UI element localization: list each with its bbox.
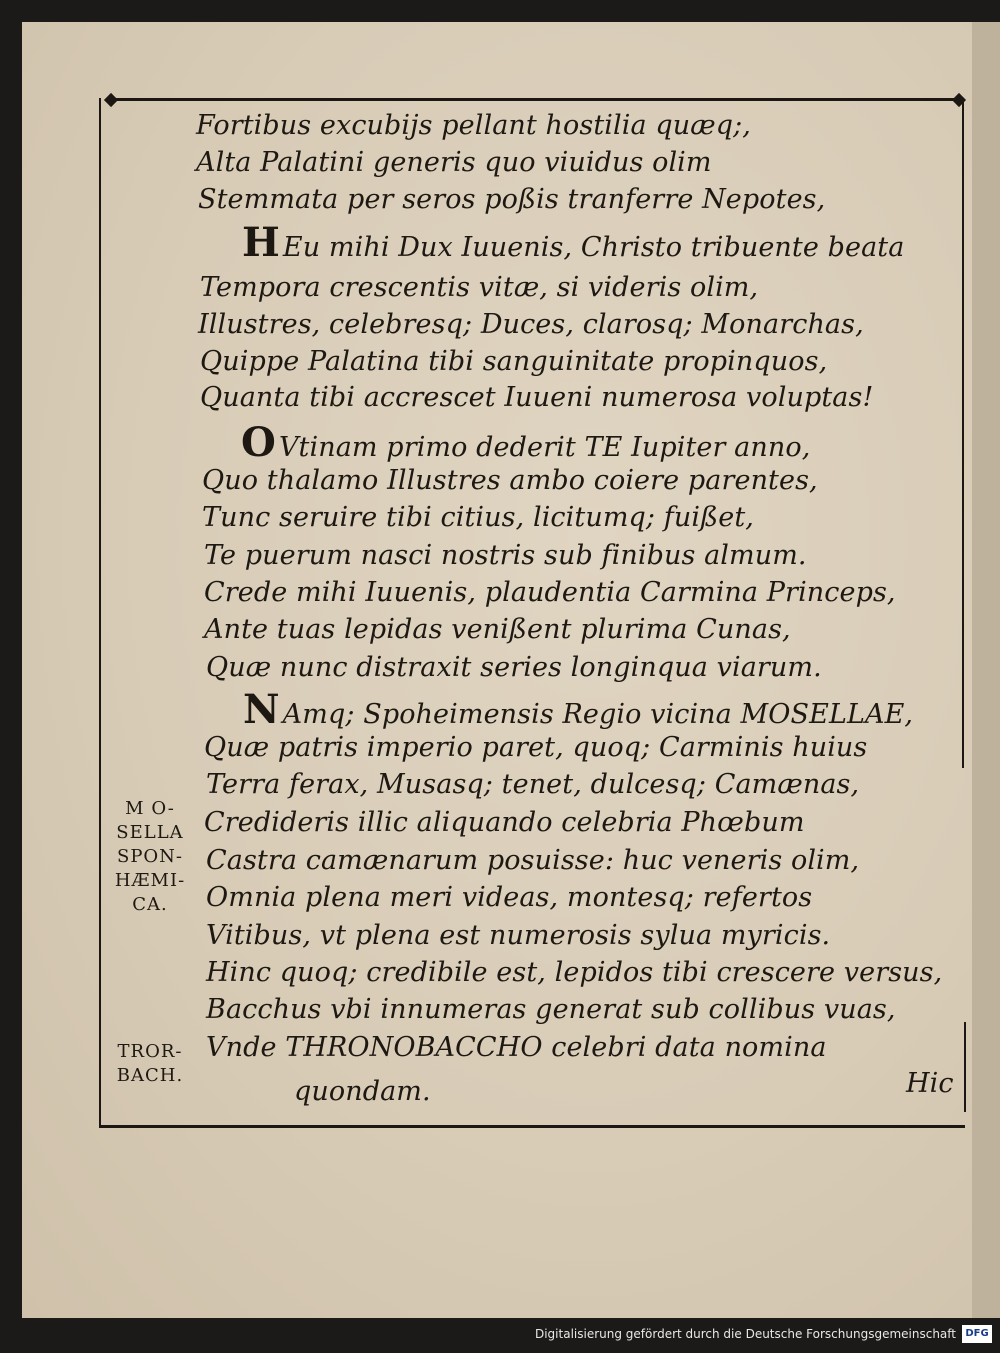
verse-line [241,419,1000,466]
verse-line [196,145,1000,181]
footer-bar [0,1318,1000,1353]
verse-text: Vnde THRONOBACCHO celebri data nomina [206,1032,827,1063]
verse-text: Quanta tibi accrescet Iuueni numerosa voluptas! [200,382,874,413]
verse-text: Quippe Palatina tibi sanguinitate propinquos, [200,346,828,377]
catchword: Hic [906,1068,954,1099]
margin-note-trorbach [100,1040,200,1088]
footer-credit: Digitalisierung gefördert durch die Deutsche Forschungsgemeinschaft [534,1327,956,1341]
verse-text: Fortibus excubijs pellant hostilia quæq;, [196,110,751,141]
verse-text: Alta Palatini generis quo viuidus olim [196,147,712,178]
verse-text: Amq; Spoheimensis Regio vicina MOSELLAE, [282,699,914,730]
verse-line [206,992,1000,1028]
verse-line [206,1030,1000,1066]
drop-initial: O [241,419,276,466]
verse-line [206,843,1000,879]
verse-line [204,538,1000,574]
margin-note-mosella [100,797,200,917]
top-rule [110,98,960,101]
verse-text: Credideris illic aliquando celebria Phœbum [204,807,805,838]
verse-text: Crede mihi Iuuenis, plaudentia Carmina Princeps, [204,577,896,608]
verse-line [206,955,1000,991]
margin-note-line: TROR- [117,1041,183,1062]
margin-note-line: HÆMI- [114,870,186,891]
verse-line [243,686,1000,733]
margin-note-line: CA. [132,894,168,915]
verse-line [200,270,1000,306]
verse-text: Vtinam primo dederit TE Iupiter anno, [278,432,811,463]
verse-text: Tempora crescentis vitæ, si videris olim, [200,272,759,303]
margin-note-line: SELLA [116,822,184,843]
continuation-line: quondam. [294,1076,431,1107]
verse-text: Castra camænarum posuisse: huc veneris olim, [206,845,860,876]
verse-line [198,307,1000,343]
verse-text: Te puerum nasci nostris sub finibus almum. [204,540,807,571]
verse-text: Stemmata per seros poßis tranferre Nepotes, [198,184,826,215]
verse-line [198,182,1000,218]
verse-line [206,880,1000,916]
drop-initial: N [243,686,280,733]
left-rule [99,98,101,1126]
margin-note-line: M O- [125,798,175,819]
verse-text: Vitibus, vt plena est numerosis sylua myricis. [206,920,831,951]
verse-line [196,108,1000,144]
verse-text: Tunc seruire tibi citius, licitumq; fuißet, [202,502,754,533]
verse-line [204,730,1000,766]
bottom-rule [99,1125,965,1128]
verse-line [202,463,1000,499]
margin-note-line: BACH. [116,1065,184,1086]
verse-line [204,805,1000,841]
verse-text: Quo thalamo Illustres ambo coiere parentes, [202,465,818,496]
margin-note-line: SPON- [116,846,184,867]
verse-text: Hinc quoq; credibile est, lepidos tibi crescere versus, [206,957,943,988]
verse-text: Quæ nunc distraxit series longinqua viarum. [206,652,822,683]
verse-text: Terra ferax, Musasq; tenet, dulcesq; Camænas, [206,769,860,800]
verse-line [206,650,1000,686]
verse-line [206,767,1000,803]
verse-line [206,918,1000,954]
verse-text: Omnia plena meri videas, montesq; refertos [206,882,813,913]
verse-text: Illustres, celebresq; Duces, clarosq; Monarchas, [198,309,864,340]
verse-line [204,612,1000,648]
verse-text: Bacchus vbi innumeras generat sub collibus vuas, [206,994,896,1025]
verse-line [204,575,1000,611]
verse-text: Ante tuas lepidas venißent plurima Cunas, [204,614,791,645]
verse-line [200,380,1000,416]
verse-line [202,500,1000,536]
verse-text: Quæ patris imperio paret, quoq; Carminis huius [204,732,868,763]
dfg-logo: DFG [962,1325,992,1343]
verse-text: Eu mihi Dux Iuuenis, Christo tribuente beata [282,232,905,263]
verse-line [242,219,1000,266]
drop-initial: H [242,219,280,266]
verse-line [200,344,1000,380]
